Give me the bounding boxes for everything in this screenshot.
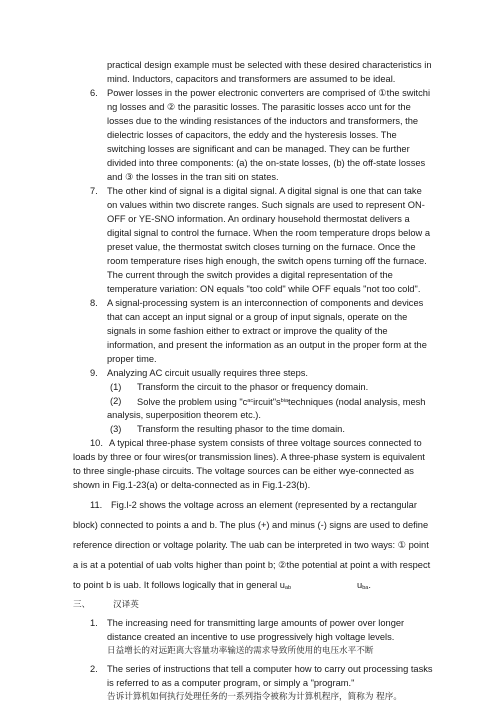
sec-item-1-chinese: 日益增长的对远距离大容量功率输送的需求导致所使用的电压水平不断 xyxy=(107,646,374,656)
item-11-last-post: . xyxy=(368,580,371,590)
step-2-text-pre: Solve the problem using "c xyxy=(137,397,248,407)
item-6-line-4: dielectric losses of capacitors, the eddy and the hysteresis losses. The xyxy=(107,130,397,140)
item-7-line-6: room temperature rises high enough, the switch opens turning off the furnace. xyxy=(107,256,427,266)
item-9-step-2-number: (2) xyxy=(110,396,122,406)
item-9-number: 9. xyxy=(90,368,98,378)
item-9-step-2-text xyxy=(137,395,425,408)
item-8-line-4: information, and present the information as an output in the proper form at the xyxy=(107,340,427,350)
item-11-line-2: block) connected to points a and b. The plus (+) and minus (-) signs are used to define xyxy=(73,520,429,530)
item-9-step-3-text: Transform the resulting phasor to the time domain. xyxy=(137,424,345,434)
sec-item-1-line-2: distance created an incentive to use progressively high voltage levels. xyxy=(107,632,395,642)
sec-item-1-number: 1. xyxy=(90,618,98,628)
item-11-line-3: reference direction or voltage polarity. The uab can be interpreted in two ways: ① point xyxy=(73,540,429,550)
step-2-text-mid: ircuit"s xyxy=(253,397,281,407)
item-11-number: 11. xyxy=(90,500,103,510)
item-10-line-1: A typical three-phase system consists of three voltage sources connected to xyxy=(109,438,422,448)
step-2-sup-1: ac xyxy=(247,398,254,404)
item-6-line-2: ng losses and ② the parasitic losses. The parasitic losses acco unt for the xyxy=(107,102,411,112)
item-8-line-1: A signal-processing system is an interconnection of components and devices xyxy=(107,298,424,308)
item-6-line-3: losses due to the winding resistances of the inductors and transformers, the xyxy=(107,116,419,126)
item-11-u2: u xyxy=(357,580,363,590)
sec-item-2-line-1: The series of instructions that tell a computer how to carry out processing tasks xyxy=(107,664,433,674)
item-9-step-1-text: Transform the circuit to the phasor or frequency domain. xyxy=(137,382,369,392)
item-11-line-1: Fig.l-2 shows the voltage across an element (represented by a rectangular xyxy=(111,500,417,510)
item-7-line-7: The current through the switch provides a digital representation of the xyxy=(107,270,393,280)
item-11-line-4: a is at a potential of uab volts higher than point b; ②the potential at point a with respect xyxy=(73,560,431,570)
sec-item-1-line-1: The increasing need for transmitting large amounts of power over longer xyxy=(107,618,405,628)
item-8-line-2: that can accept an input signal or a group of input signals, operate on the xyxy=(107,312,408,322)
item-10-line-4: shown in Fig.1-23(a) or delta-connected as in Fig.1-23(b). xyxy=(73,480,311,490)
step-2-text-post: techniques (nodal analysis, mesh xyxy=(288,397,426,407)
sec-item-2-chinese: 告诉计算机如何执行处理任务的一系列指令被称为计算机程序，简称为 程序。 xyxy=(107,692,402,702)
item-6-number: 6. xyxy=(90,88,98,98)
item-11-last-pre: to point b is uab. It follows logically that in general u xyxy=(73,580,285,590)
item-7-line-5: preset value, the thermostat switch closes turning on the furnace. Once the xyxy=(107,242,416,252)
item-7-line-3: OFF or YE-SNO information. An ordinary household thermostat delivers a xyxy=(107,214,410,224)
intro-line-2: mind. Inductors, capacitors and transformers are assumed to be ideal. xyxy=(107,74,396,84)
item-7-number: 7. xyxy=(90,186,98,196)
item-7-line-8: temperature variation: ON equals "too cold" while OFF equals "not too cold". xyxy=(107,284,421,294)
intro-line-1: practical design example must be selected with these desired characteristics in xyxy=(107,60,432,70)
item-9-title: Analyzing AC circuit usually requires three steps. xyxy=(107,368,309,378)
section-3-title: 汉译英 xyxy=(113,600,139,610)
item-11-line-5 xyxy=(73,579,371,594)
sec-item-2-line-2: is referred to as a computer program, or simply a "program." xyxy=(107,678,355,688)
uba-subscript: ba xyxy=(362,585,369,591)
item-8-number: 8. xyxy=(90,298,98,308)
item-7-line-1: The other kind of signal is a digital signal. A digital signal is one that can take xyxy=(107,186,422,196)
item-8-line-5: proper time. xyxy=(107,354,157,364)
item-10-line-3: to three single-phase circuits. The voltage sources can be either wye-connected as xyxy=(73,466,414,476)
item-6-line-6: divided into three components: (a) the on-state losses, (b) the off-state losses xyxy=(107,158,426,168)
uab-subscript: ab xyxy=(284,585,292,591)
item-6-line-1: Power losses in the power electronic converters are comprised of ①the switchi xyxy=(107,88,431,98)
item-9-step-3-number: (3) xyxy=(110,424,122,434)
sec-item-2-number: 2. xyxy=(90,664,98,674)
item-10-line-2: loads by three or four wires(or transmission lines). A three-phase system is equivalent xyxy=(73,452,425,462)
item-7-line-2: on values within two discrete ranges. Such signals are used to represent ON- xyxy=(107,200,425,210)
section-3-number: 三、 xyxy=(73,600,91,610)
item-8-line-3: signals in some fashion either to extract or improve the quality of the xyxy=(107,326,388,336)
step-2-sup-2: bia xyxy=(280,398,289,404)
item-9-step-1-number: (1) xyxy=(110,382,122,392)
item-10-number: 10. xyxy=(90,438,103,448)
item-6-line-5: switching losses are significant and can be managed. They can be further xyxy=(107,144,410,154)
item-6-line-7: and ③ the losses in the tran siti on states. xyxy=(107,172,279,182)
item-9-step-2-continued: analysis, superposition theorem etc.). xyxy=(107,410,261,420)
item-7-line-4: digital signal to control the furnace. When the room temperature drops below a xyxy=(107,228,430,238)
